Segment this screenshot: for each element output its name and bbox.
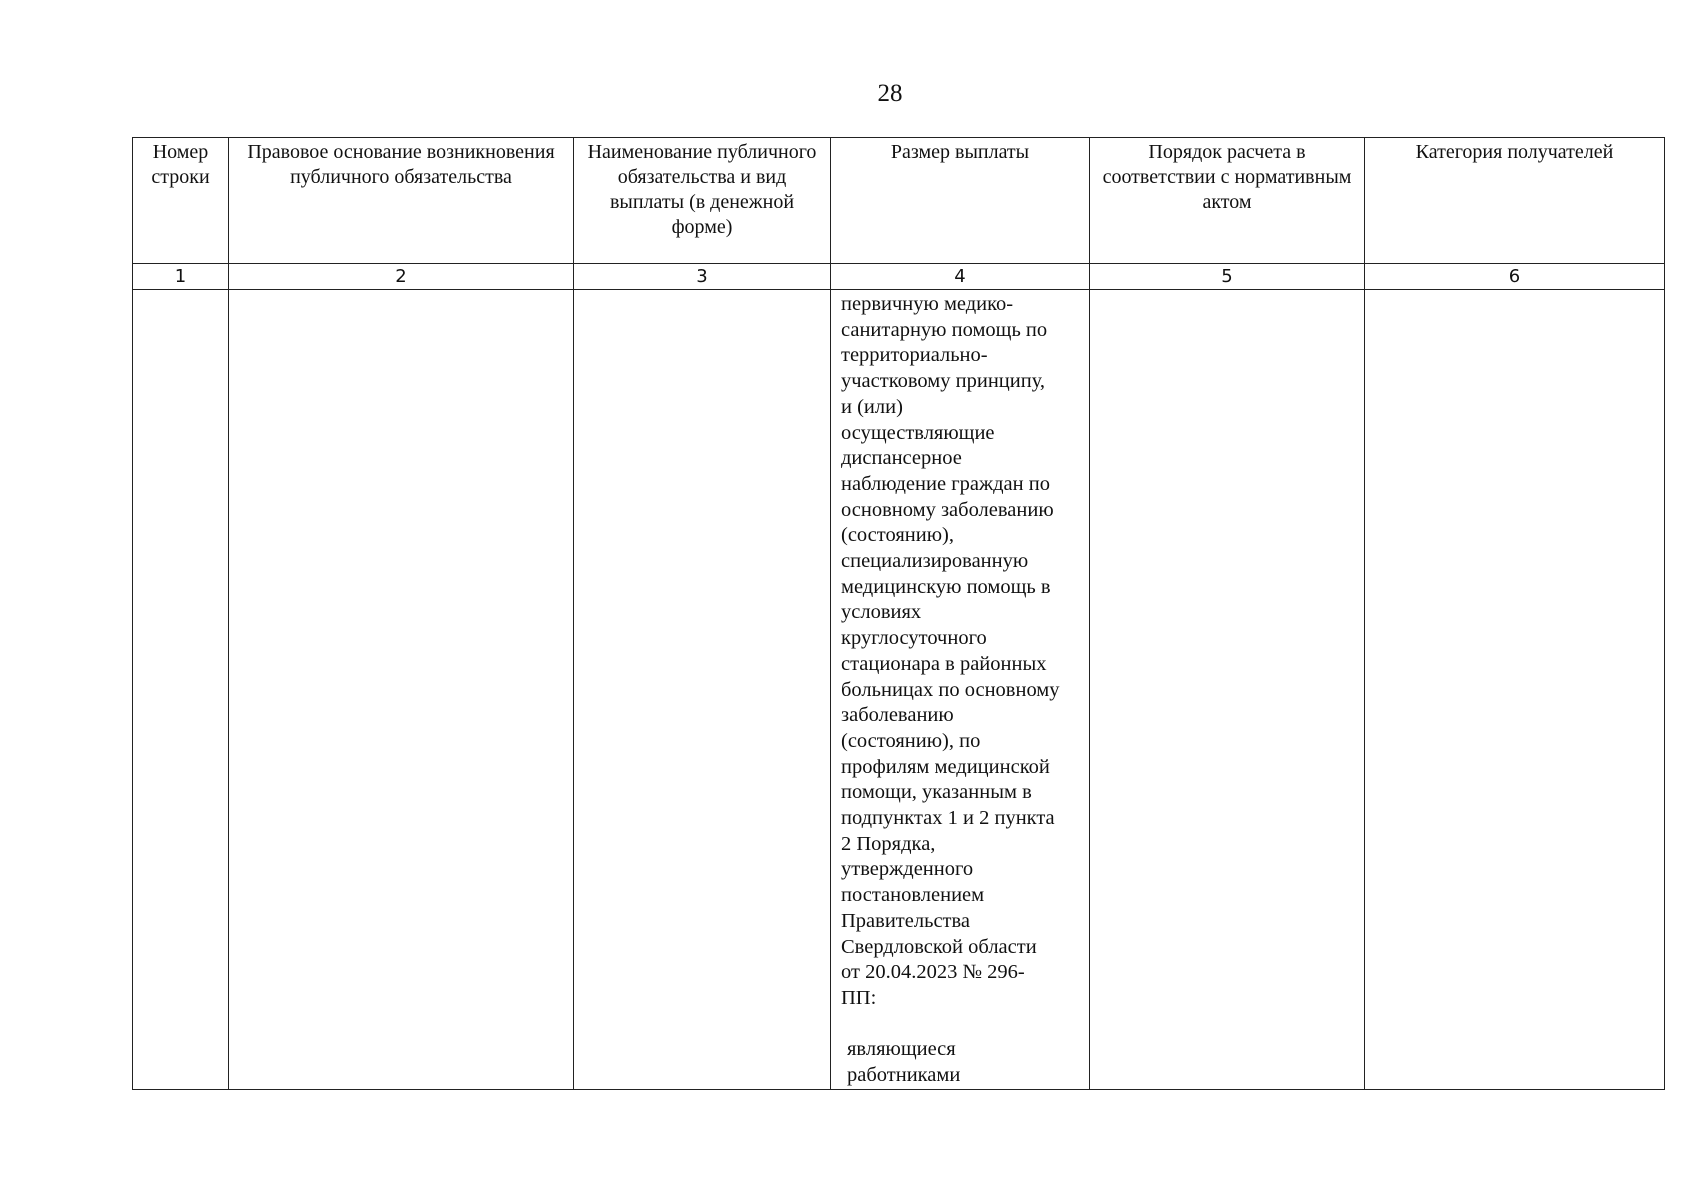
text-line: осуществляющие: [841, 421, 995, 444]
text-line: Свердловской области: [841, 935, 1037, 958]
text-line: от 20.04.2023 № 296-: [841, 961, 1025, 984]
text-line: стационара в районных: [841, 652, 1047, 675]
public-obligations-table: [132, 137, 1665, 1090]
text-line: (состоянию),: [841, 524, 954, 547]
header-obligation-name: Наименование публичного обязательства и вид выплаты (в денежной форме): [574, 138, 831, 264]
text-line: основному заболеванию: [841, 498, 1054, 521]
text-line: больницах по основному: [841, 678, 1060, 701]
text-line: условиях: [841, 601, 922, 624]
text-line: постановлением: [841, 884, 985, 907]
header-legal-basis: Правовое основание возникновения публичного обязательства: [229, 138, 574, 264]
text-line: первичную медико-: [841, 293, 1014, 315]
text-line: специализированную: [841, 550, 1029, 573]
text-line: Правительства: [841, 909, 971, 932]
text-line: медицинскую помощь в: [841, 575, 1051, 598]
column-number: 3: [574, 264, 831, 290]
header-payment-amount: Размер выплаты: [831, 138, 1090, 264]
column-number: 6: [1365, 264, 1665, 290]
text-line: профилям медицинской: [841, 755, 1050, 778]
text-line: 2 Порядка,: [841, 832, 936, 855]
column-number: 2: [229, 264, 574, 290]
text-line: диспансерное: [841, 447, 962, 470]
text-line: помощи, указанным в: [841, 781, 1032, 804]
cell-recipient-category: [1365, 290, 1665, 1090]
cell-obligation-name: [574, 290, 831, 1090]
column-numbers-row: [133, 264, 1665, 290]
cell-legal-basis: [229, 290, 574, 1090]
text-line: работниками: [847, 1064, 961, 1087]
cell-payment-amount: [831, 290, 1090, 1090]
text-line: и (или): [841, 395, 903, 418]
column-number: 5: [1090, 264, 1365, 290]
text-line: подпунктах 1 и 2 пункта: [841, 807, 1055, 830]
header-row-number: Номер строки: [133, 138, 229, 264]
column-number: 4: [831, 264, 1090, 290]
payment-amount-text: [831, 290, 1089, 1089]
header-row: [133, 138, 1665, 264]
cell-calculation-procedure: [1090, 290, 1365, 1090]
text-line: наблюдение граждан по: [841, 472, 1050, 495]
text-line: санитарную помощь по: [841, 318, 1048, 341]
text-line: утвержденного: [841, 858, 974, 881]
paragraph-gap: [841, 1012, 1085, 1038]
text-line: территориально-: [841, 344, 988, 367]
text-line: (состоянию), по: [841, 729, 981, 752]
text-line: заболеванию: [841, 704, 954, 727]
table-row: [133, 290, 1665, 1090]
text-line: являющиеся: [847, 1038, 956, 1061]
column-number: 1: [133, 264, 229, 290]
text-line: ПП:: [841, 986, 877, 1009]
cell-row-number: [133, 290, 229, 1090]
page-number: 28: [877, 80, 903, 107]
text-line: круглосуточного: [841, 627, 987, 650]
header-calculation-procedure: Порядок расчета в соответствии с нормативным актом: [1090, 138, 1365, 264]
text-line: участковому принципу,: [841, 370, 1046, 393]
header-recipient-category: Категория получателей: [1365, 138, 1665, 264]
